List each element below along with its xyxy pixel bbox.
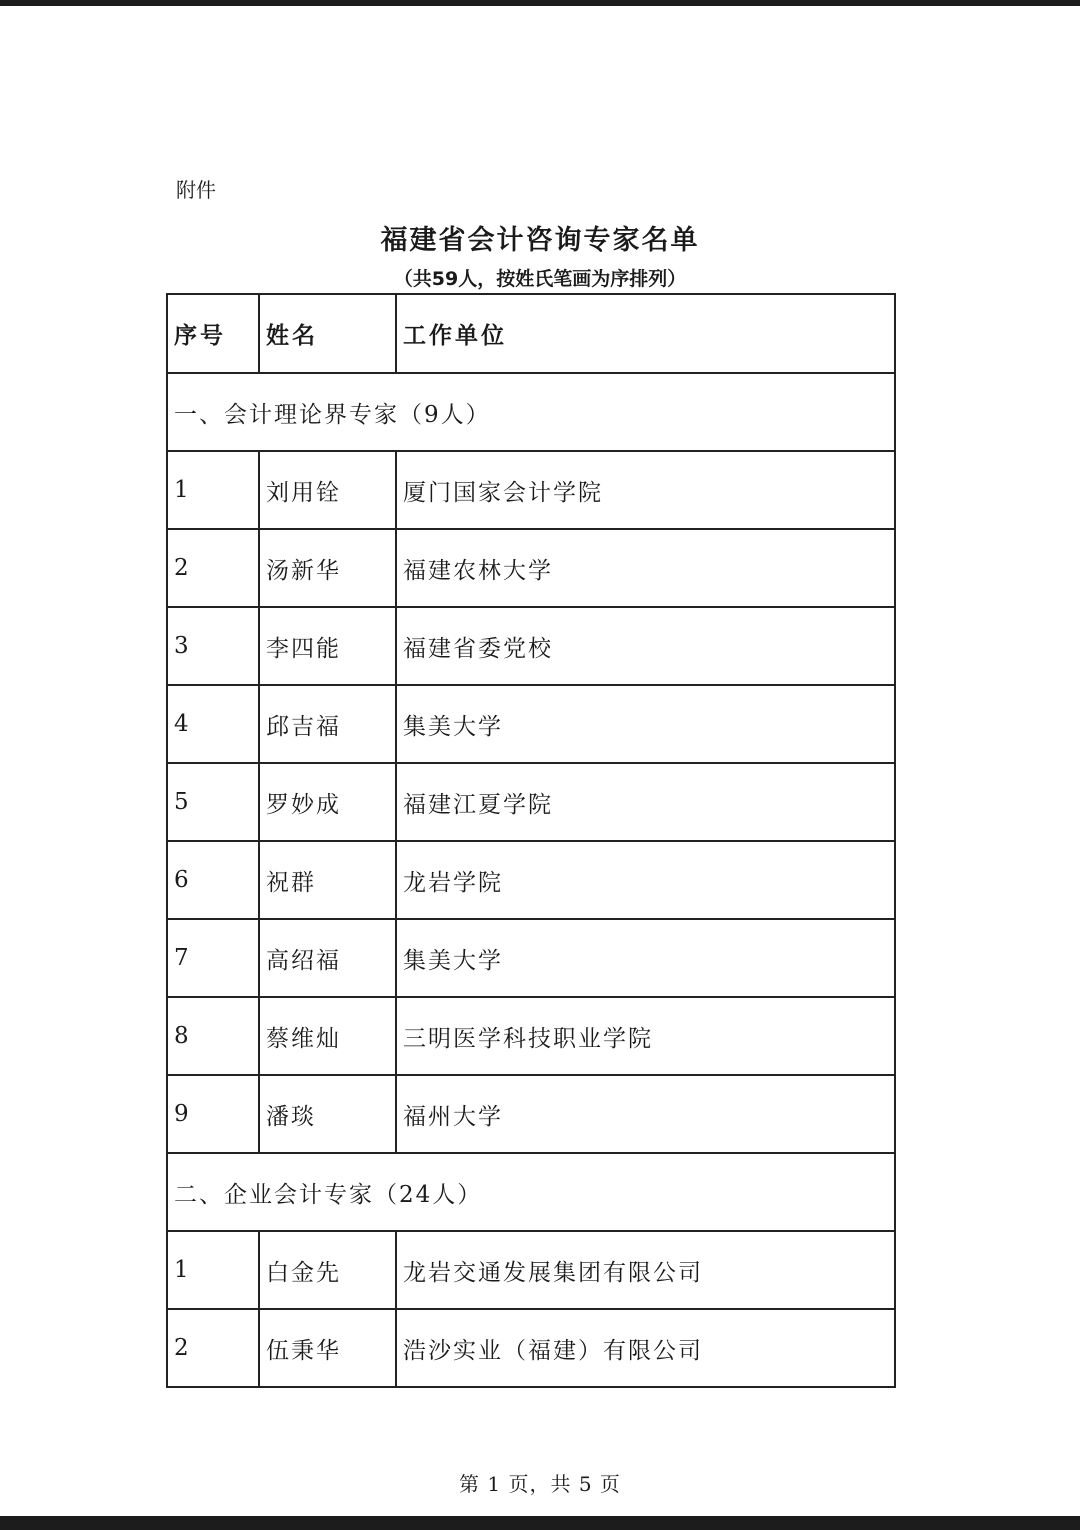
table-row xyxy=(167,841,895,919)
document-title: 福建省会计咨询专家名单 xyxy=(380,225,700,256)
row-name: 蔡维灿 xyxy=(259,997,396,1075)
row-number: 2 xyxy=(167,1309,259,1387)
row-unit: 厦门国家会计学院 xyxy=(396,451,895,529)
section-heading-row xyxy=(167,373,895,451)
row-number: 5 xyxy=(167,763,259,841)
expert-roster-table xyxy=(166,293,896,1388)
scan-top-edge xyxy=(0,0,1080,6)
table-row xyxy=(167,685,895,763)
row-name: 罗妙成 xyxy=(259,763,396,841)
row-name: 汤新华 xyxy=(259,529,396,607)
row-name: 潘琰 xyxy=(259,1075,396,1153)
row-unit: 集美大学 xyxy=(396,685,895,763)
row-unit: 浩沙实业（福建）有限公司 xyxy=(396,1309,895,1387)
table-row xyxy=(167,529,895,607)
table-row xyxy=(167,919,895,997)
attachment-label: 附件 xyxy=(176,178,216,202)
table-row xyxy=(167,1309,895,1387)
table-row xyxy=(167,451,895,529)
row-unit: 集美大学 xyxy=(396,919,895,997)
section-heading: 二、企业会计专家（24人） xyxy=(167,1153,895,1231)
row-number: 4 xyxy=(167,685,259,763)
row-unit: 龙岩学院 xyxy=(396,841,895,919)
row-name: 邱吉福 xyxy=(259,685,396,763)
row-number: 6 xyxy=(167,841,259,919)
table-row xyxy=(167,763,895,841)
table-row xyxy=(167,607,895,685)
table-row xyxy=(167,1075,895,1153)
row-number: 1 xyxy=(167,1231,259,1309)
table-row xyxy=(167,1231,895,1309)
row-number: 2 xyxy=(167,529,259,607)
section-heading: 一、会计理论界专家（9人） xyxy=(167,373,895,451)
page-number-footer: 第 1 页，共 5 页 xyxy=(459,1472,621,1496)
table-row xyxy=(167,997,895,1075)
row-name: 白金先 xyxy=(259,1231,396,1309)
row-unit: 福建省委党校 xyxy=(396,607,895,685)
row-unit: 福州大学 xyxy=(396,1075,895,1153)
row-name: 刘用铨 xyxy=(259,451,396,529)
row-name: 李四能 xyxy=(259,607,396,685)
row-number: 7 xyxy=(167,919,259,997)
row-name: 伍秉华 xyxy=(259,1309,396,1387)
row-number: 8 xyxy=(167,997,259,1075)
row-unit: 福建农林大学 xyxy=(396,529,895,607)
header-name: 姓名 xyxy=(259,294,396,373)
row-unit: 龙岩交通发展集团有限公司 xyxy=(396,1231,895,1309)
row-number: 9 xyxy=(167,1075,259,1153)
row-number: 1 xyxy=(167,451,259,529)
row-number: 3 xyxy=(167,607,259,685)
header-unit: 工作单位 xyxy=(396,294,895,373)
row-unit: 福建江夏学院 xyxy=(396,763,895,841)
row-unit: 三明医学科技职业学院 xyxy=(396,997,895,1075)
table-header-row xyxy=(167,294,895,373)
scan-bottom-edge xyxy=(0,1516,1080,1530)
document-subtitle: （共59人，按姓氏笔画为序排列） xyxy=(393,268,687,290)
row-name: 高绍福 xyxy=(259,919,396,997)
header-number: 序号 xyxy=(167,294,259,373)
section-heading-row xyxy=(167,1153,895,1231)
row-name: 祝群 xyxy=(259,841,396,919)
